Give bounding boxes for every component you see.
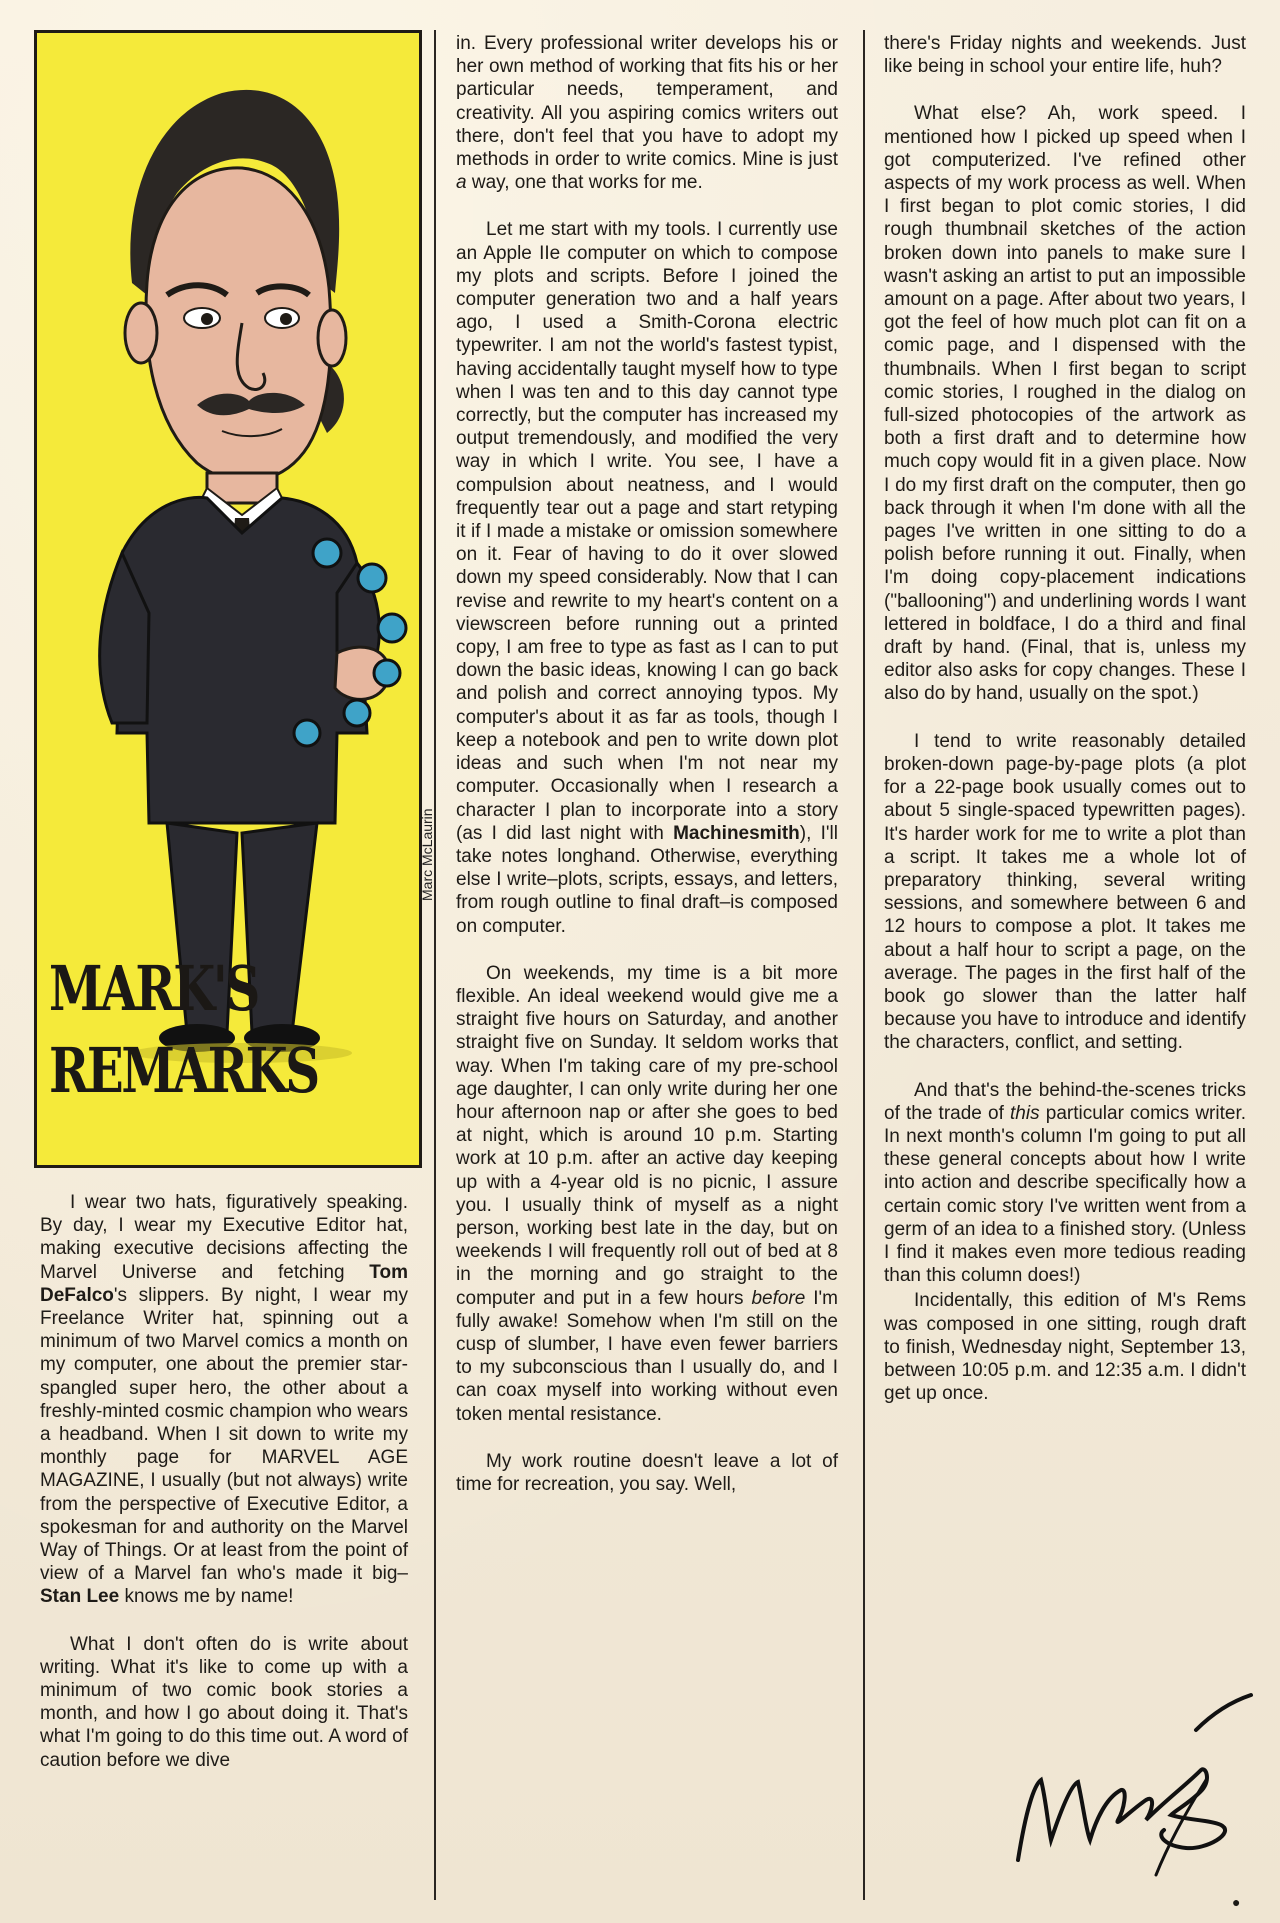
paragraph: I wear two hats, figuratively speaking. By day, I wear my Executive Editor hat, making executive decisions affecting the Marvel Universe and fetching Tom DeFalco's slippers. By night, I wear my Freelance Writer hat, spinning out a minimum of two Marvel comics a month on my computer, one about the premier star-spangled super hero, the other about a freshly-minted cosmic champion who wears a headband. When I sit down to write my monthly page for MARVEL AGE MAGAZINE, I usually (but not always) write from the perspective of Executive Editor, a spokesman for and authority on the Marvel Way of Things. Or at least from the point of view of a Marvel fan who's made it big–Stan Lee knows me by name!	[40, 1192, 408, 1608]
author-signature	[1006, 1690, 1256, 1890]
caricature-panel	[34, 30, 435, 1168]
name-emphasis: Stan Lee	[40, 1586, 120, 1608]
paragraph: My work routine doesn't leave a lot of time for recreation, you say. Well,	[456, 1450, 838, 1495]
paragraph: And that's the behind-the-scenes tricks of the trade of this particular comics writer. In next month's column I'm going to put all these general concepts about how I write into action and describe specifically how a certain comic story I've written went from a germ of an idea to a finished story. (Unless I find it makes even more tedious reading than this column does!)	[884, 1079, 1246, 1287]
paragraph: there's Friday nights and weekends. Just like being in school your entire life, huh?	[884, 33, 1246, 78]
name-emphasis: Tom DeFalco	[40, 1261, 408, 1306]
illustrator-credit: Marc McLaurin	[419, 808, 435, 901]
page-corner-mark: ●	[1232, 1894, 1241, 1910]
paragraph: in. Every professional writer develops his or her own method of working that fits his or her particular needs, temperament, and creativity. All you aspiring comics writers out there, don't feel that you have to adopt my methods in order to write comics. Mine is just a way, one that works for me.	[456, 33, 838, 194]
column-title-line-1: MARK'S	[49, 952, 258, 1025]
paragraph: What else? Ah, work speed. I mentioned how I picked up speed when I got computerized. I've refined other aspects of my work process as well. When I first began to plot comic stories, I did rough thumbnail sketches of the action broken down into panels to make sure I wasn't asking an artist to put an impossible amount on a page. After about two years, I got the feel of how much plot can fit on a comic page, and I dispensed with the thumbnails. When I first began to script comic stories, I roughed in the dialog on full-sized photocopies of the artwork as both a first draft and to determine how much copy would fit in a given place. Now I do my first draft on the computer, then go back through it when I'm done with all the pages I've written in one sitting to do a polish before running it out. Finally, when I'm doing copy-placement indications ("ballooning") and underlining words I want lettered in boldface, I do a third and final draft by hand. (Final, that is, unless my editor also asks for copy changes. These I also do by hand, usually on the spot.)	[884, 103, 1246, 705]
column-title-line-2: REMARKS	[49, 1034, 318, 1107]
paragraph: What I don't often do is write about writing. What it's like to come up with a minimum of two comic book stories a month, and how I go about doing it. That's what I'm going to do this time out. A word of caution before we dive	[40, 1633, 408, 1771]
text-column-1	[40, 1191, 408, 1796]
column-divider	[863, 30, 865, 1900]
paragraph: Let me start with my tools. I currently use an Apple IIe computer on which to compose my plots and scripts. Before I joined the computer generation two and a half years ago, I used a Smith-Corona electric typewriter. I am not the world's fastest typist, having accidentally taught myself how to type when I was ten and to this day cannot type correctly, but the computer has increased my output tremendously, and modified the very way in which I write. You see, I have a compulsion about neatness, and I would frequently tear out a page and start retyping it if I made a mistake or omission somewhere on it. Fear of having to do it over slowed down my speed considerably. Now that I can revise and rewrite to my heart's content on a viewscreen before running out a printed copy, I am free to type as fast as I can to put down the basic ideas, knowing I can go back and polish and correct annoying typos. My computer's about it as far as tools, though I keep a notebook and pen to write down plot ideas and such when I'm not near my computer. Occasionally when I research a character I plan to incorporate into a story (as I did last night with Machinesmith), I'll take notes longhand. Otherwise, everything else I write–plots, scripts, essays, and letters, from rough outline to final draft–is composed on computer.	[456, 219, 839, 937]
paragraph: On weekends, my time is a bit more flexible. An ideal weekend would give me a straight five hours on Saturday, and another straight five on Sunday. It seldom works that way. When I'm taking care of my pre-school age daughter, I can only write during her one hour afternoon nap or after she goes to bed at night, which is around 10 p.m. Starting work at 10 p.m. after an active day keeping up with a 4-year old is no picnic, I assure you. I usually think of myself as a night person, working best late in the day, but on weekends I will frequently roll out of bed at 8 in the morning and go straight to the computer and put in a few hours before I'm fully awake! Somehow when I'm still on the cusp of slumber, I have even fewer barriers to my subconscious than I usually do, and I can coax myself into working without even token mental resistance.	[456, 962, 838, 1425]
paragraph: Incidentally, this edition of M's Rems was composed in one sitting, rough draft to finish, Wednesday night, September 13, between 10:05 p.m. and 12:35 a.m. I didn't get up once.	[884, 1290, 1246, 1405]
name-emphasis: Machinesmith	[673, 822, 800, 844]
column-divider	[434, 30, 436, 1900]
text-column-3	[884, 32, 1246, 1429]
text-column-2	[456, 32, 838, 1520]
paragraph: I tend to write reasonably detailed broken-down page-by-page plots (a plot for a 22-page book usually comes out to about 5 single-spaced typewritten pages). It's harder work for me to write a plot than a script. It takes me a whole lot of preparatory thinking, several writing sessions, and somewhere between 6 and 12 hours to compose a plot. It takes me about a half hour to script a page, on the average. The pages in the first half of the book go slower than the latter half because you have to introduce and identify the characters, conflict, and setting.	[884, 730, 1246, 1054]
column-title	[49, 948, 330, 1112]
